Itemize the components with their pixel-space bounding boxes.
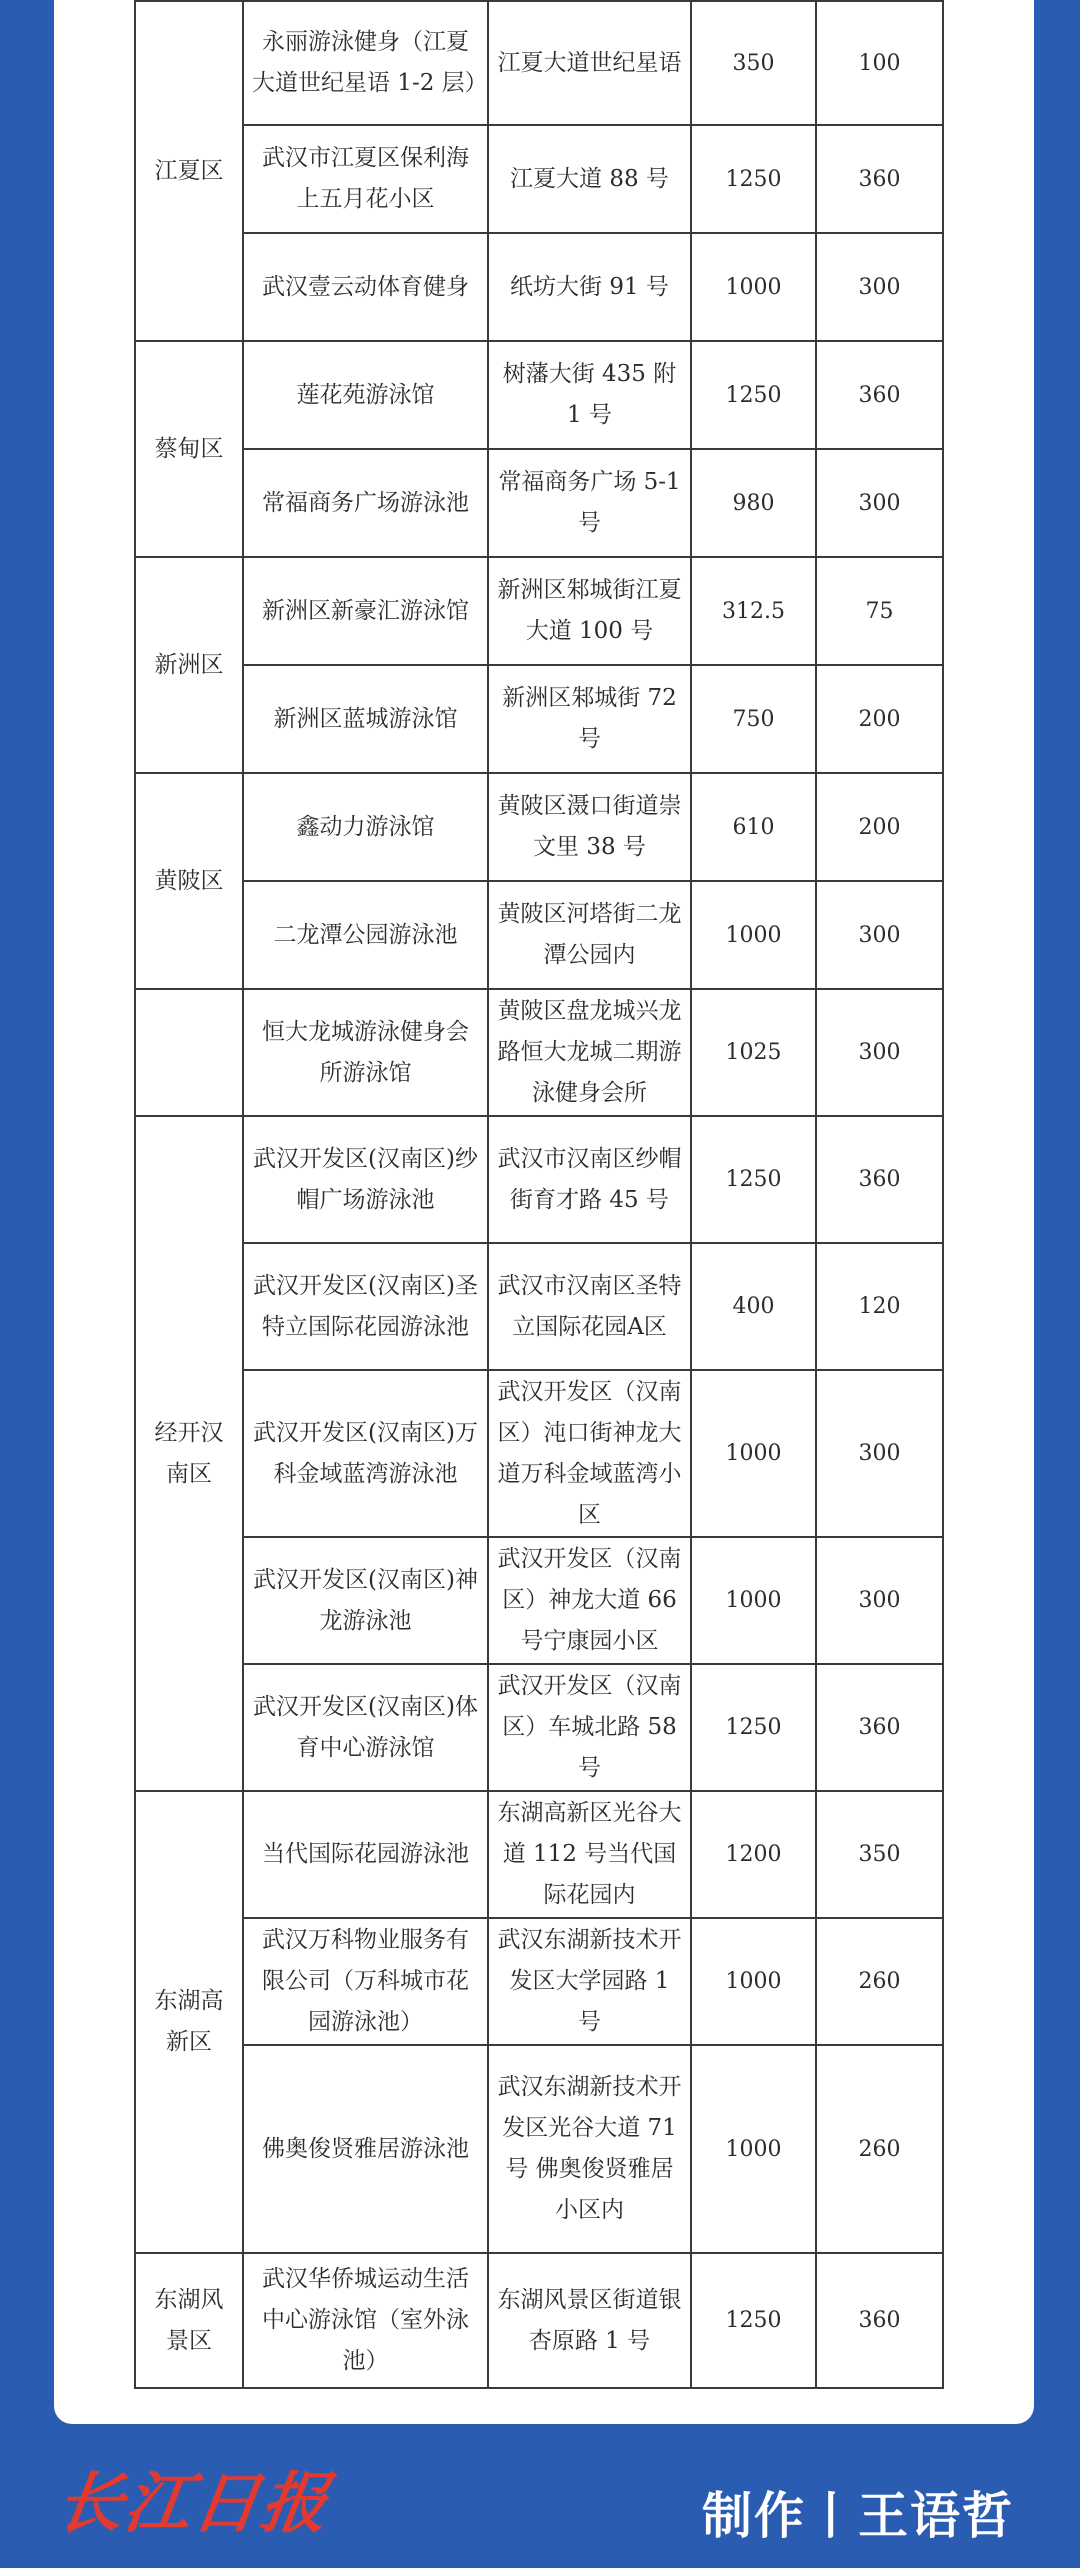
district-cell [135, 989, 243, 1116]
capacity-cell: 300 [816, 1370, 943, 1537]
address-cell: 新洲区邾城街 72 号 [488, 665, 691, 773]
capacity-cell: 200 [816, 773, 943, 881]
venue-name-cell: 恒大龙城游泳健身会所游泳馆 [243, 989, 488, 1116]
venue-name-cell: 武汉开发区(汉南区)圣特立国际花园游泳池 [243, 1243, 488, 1370]
area-cell: 350 [691, 1, 816, 125]
capacity-cell: 350 [816, 1791, 943, 1918]
venue-name-cell: 莲花苑游泳馆 [243, 341, 488, 449]
capacity-cell: 260 [816, 1918, 943, 2045]
venue-name-cell: 武汉开发区(汉南区)体育中心游泳馆 [243, 1664, 488, 1791]
address-cell: 武汉市汉南区纱帽街育才路 45 号 [488, 1116, 691, 1243]
table-row [135, 1370, 943, 1537]
capacity-cell: 100 [816, 1, 943, 125]
capacity-cell: 360 [816, 1664, 943, 1791]
address-cell: 武汉市汉南区圣特立国际花园A区 [488, 1243, 691, 1370]
table-row [135, 1791, 943, 1918]
table-row [135, 1116, 943, 1243]
area-cell: 1000 [691, 881, 816, 989]
venue-name-cell: 新洲区新豪汇游泳馆 [243, 557, 488, 665]
table-row [135, 557, 943, 665]
table-row [135, 1918, 943, 2045]
address-cell: 东湖风景区街道银杏原路 1 号 [488, 2253, 691, 2388]
venue-name-cell: 二龙潭公园游泳池 [243, 881, 488, 989]
address-cell: 东湖高新区光谷大道 112 号当代国际花园内 [488, 1791, 691, 1918]
area-cell: 1250 [691, 1116, 816, 1243]
table-row [135, 341, 943, 449]
venue-name-cell: 鑫动力游泳馆 [243, 773, 488, 881]
area-cell: 1200 [691, 1791, 816, 1918]
address-cell: 江夏大道 88 号 [488, 125, 691, 233]
address-cell: 黄陂区滠口街道崇文里 38 号 [488, 773, 691, 881]
capacity-cell: 300 [816, 449, 943, 557]
capacity-cell: 300 [816, 989, 943, 1116]
address-cell: 武汉开发区（汉南区）车城北路 58 号 [488, 1664, 691, 1791]
table-row [135, 449, 943, 557]
table-row [135, 2045, 943, 2253]
area-cell: 1000 [691, 1918, 816, 2045]
area-cell: 1000 [691, 233, 816, 341]
area-cell: 750 [691, 665, 816, 773]
capacity-cell: 260 [816, 2045, 943, 2253]
address-cell: 新洲区邾城街江夏大道 100 号 [488, 557, 691, 665]
venue-name-cell: 武汉华侨城运动生活中心游泳馆（室外泳池） [243, 2253, 488, 2388]
address-cell: 黄陂区盘龙城兴龙路恒大龙城二期游泳健身会所 [488, 989, 691, 1116]
district-cell: 东湖风景区 [135, 2253, 243, 2388]
capacity-cell: 360 [816, 341, 943, 449]
address-cell: 武汉开发区（汉南区）神龙大道 66 号宁康园小区 [488, 1537, 691, 1664]
capacity-cell: 360 [816, 1116, 943, 1243]
table-row [135, 2253, 943, 2388]
area-cell: 980 [691, 449, 816, 557]
venue-name-cell: 佛奥俊贤雅居游泳池 [243, 2045, 488, 2253]
address-cell: 纸坊大街 91 号 [488, 233, 691, 341]
venue-name-cell: 新洲区蓝城游泳馆 [243, 665, 488, 773]
district-cell: 新洲区 [135, 557, 243, 773]
venue-name-cell: 武汉开发区(汉南区)纱帽广场游泳池 [243, 1116, 488, 1243]
address-cell: 武汉东湖新技术开发区大学园路 1 号 [488, 1918, 691, 2045]
capacity-cell: 300 [816, 233, 943, 341]
address-cell: 常福商务广场 5-1号 [488, 449, 691, 557]
swimming-pool-table [134, 0, 944, 2389]
table-row [135, 1537, 943, 1664]
venue-name-cell: 武汉壹云动体育健身 [243, 233, 488, 341]
changjiang-daily-logo: 长江日报 [51, 2464, 335, 2542]
table-row [135, 125, 943, 233]
capacity-cell: 75 [816, 557, 943, 665]
capacity-cell: 300 [816, 1537, 943, 1664]
area-cell: 610 [691, 773, 816, 881]
venue-name-cell: 当代国际花园游泳池 [243, 1791, 488, 1918]
table-row [135, 233, 943, 341]
address-cell: 武汉开发区（汉南区）沌口街神龙大道万科金域蓝湾小区 [488, 1370, 691, 1537]
footer-bar [0, 2424, 1080, 2568]
address-cell: 树藩大街 435 附 1 号 [488, 341, 691, 449]
area-cell: 1025 [691, 989, 816, 1116]
area-cell: 1250 [691, 125, 816, 233]
address-cell: 黄陂区河塔街二龙潭公园内 [488, 881, 691, 989]
venue-name-cell: 武汉开发区(汉南区)万科金域蓝湾游泳池 [243, 1370, 488, 1537]
capacity-cell: 360 [816, 2253, 943, 2388]
capacity-cell: 120 [816, 1243, 943, 1370]
table-row [135, 665, 943, 773]
area-cell: 1000 [691, 1370, 816, 1537]
venue-name-cell: 武汉开发区(汉南区)神龙游泳池 [243, 1537, 488, 1664]
district-cell: 江夏区 [135, 1, 243, 341]
area-cell: 1000 [691, 2045, 816, 2253]
district-cell: 黄陂区 [135, 773, 243, 989]
table-row [135, 989, 943, 1116]
area-cell: 1250 [691, 1664, 816, 1791]
district-cell: 东湖高新区 [135, 1791, 243, 2253]
capacity-cell: 200 [816, 665, 943, 773]
district-cell: 蔡甸区 [135, 341, 243, 557]
table-row [135, 1243, 943, 1370]
venue-name-cell: 武汉万科物业服务有限公司（万科城市花园游泳池） [243, 1918, 488, 2045]
table-row [135, 773, 943, 881]
area-cell: 1250 [691, 2253, 816, 2388]
area-cell: 1000 [691, 1537, 816, 1664]
table-row [135, 1, 943, 125]
area-cell: 400 [691, 1243, 816, 1370]
area-cell: 1250 [691, 341, 816, 449]
capacity-cell: 360 [816, 125, 943, 233]
address-cell: 江夏大道世纪星语 [488, 1, 691, 125]
venue-name-cell: 永丽游泳健身（江夏大道世纪星语 1-2 层） [243, 1, 488, 125]
capacity-cell: 300 [816, 881, 943, 989]
area-cell: 312.5 [691, 557, 816, 665]
address-cell: 武汉东湖新技术开发区光谷大道 71 号 佛奥俊贤雅居小区内 [488, 2045, 691, 2253]
district-cell: 经开汉南区 [135, 1116, 243, 1791]
production-credit: 制作丨王语哲 [702, 2487, 1014, 2545]
venue-name-cell: 武汉市江夏区保利海上五月花小区 [243, 125, 488, 233]
table-row [135, 1664, 943, 1791]
venue-name-cell: 常福商务广场游泳池 [243, 449, 488, 557]
table-row [135, 881, 943, 989]
